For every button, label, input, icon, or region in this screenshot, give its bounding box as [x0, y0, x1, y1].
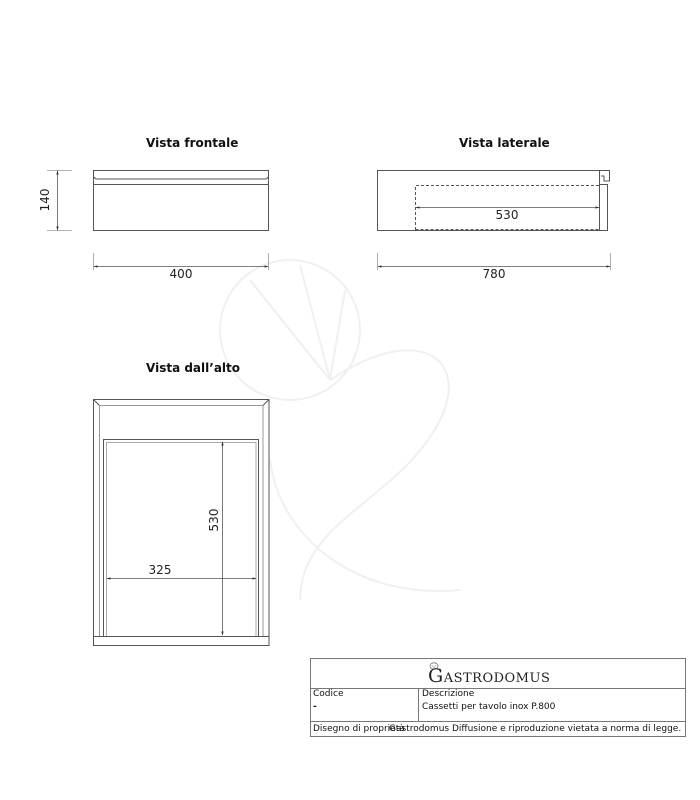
brand-logo — [428, 665, 550, 687]
top-depth-label: 530 — [207, 508, 221, 532]
row-divider — [311, 721, 685, 722]
code-value: - — [313, 702, 317, 712]
front-view-title: Vista frontale — [146, 136, 239, 150]
front-width-label: 400 — [169, 267, 193, 281]
brand-initial: G — [428, 665, 444, 687]
footer-prefix: Disegno di proprietà — [313, 724, 405, 734]
side-view-title: Vista laterale — [459, 136, 550, 150]
top-view-title: Vista dall’alto — [146, 361, 241, 375]
description-label: Descrizione — [422, 689, 475, 699]
front-view — [94, 171, 269, 231]
top-view — [94, 400, 270, 646]
column-divider — [418, 688, 419, 721]
top-width-label: 325 — [148, 563, 172, 577]
code-label: Codice — [313, 689, 344, 699]
side-length-label: 780 — [482, 267, 506, 281]
side-inner-label: 530 — [495, 208, 519, 222]
logo-row — [311, 659, 685, 689]
front-height-label: 140 — [38, 188, 52, 212]
footer-text: Gastrodomus Diffusione e riproduzione vietata a norma di legge. — [389, 724, 682, 734]
brand-rest: ASTRODOMUS — [443, 671, 551, 686]
description-value: Cassetti per tavolo inox P.800 — [422, 702, 556, 712]
title-block — [310, 658, 686, 737]
